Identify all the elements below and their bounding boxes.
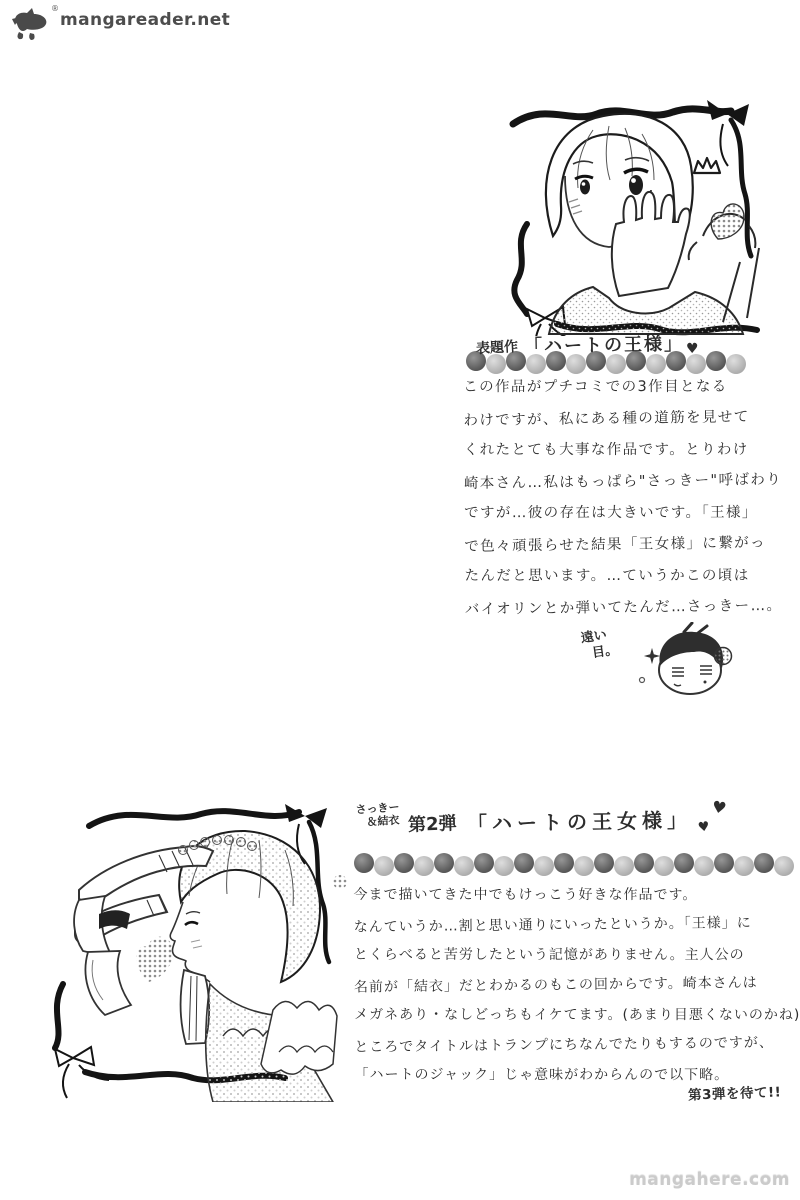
site-logo[interactable] (8, 6, 230, 40)
section2-label (355, 800, 401, 829)
screentone-dot (474, 853, 494, 873)
heart-icon: ♥ (709, 796, 728, 819)
screentone-dot (706, 351, 726, 371)
screentone-dot (614, 856, 634, 876)
text-line: 崎本さん…私はもっぱら"さっきー"呼ばわり (463, 471, 783, 492)
screentone-dot (574, 856, 594, 876)
text-line: たんだと思います。…ていうかこの頃は (464, 567, 750, 585)
section2-paragraph (353, 879, 800, 1091)
illustration-heart-princess-girl (33, 784, 357, 1102)
screentone-dot (454, 856, 474, 876)
screentone-dot (694, 856, 714, 876)
section1-label: 表題作 (475, 338, 519, 358)
text-line: バイオリンとか弾いてたんだ…さっきー…。 (464, 597, 783, 618)
screentone-dot (714, 853, 734, 873)
mascot-icon (8, 6, 50, 40)
chibi-caption-line1: 遠い (579, 627, 608, 647)
text-line: この作品がプチコミでの3作目となる (463, 378, 728, 396)
screentone-dot (554, 853, 574, 873)
text-line: 「ハートのジャック」じゃ意味がわからんので以下略。 (354, 1066, 730, 1084)
screentone-dot (394, 853, 414, 873)
text-line: なんていうか…割と思い通りにいったというか。「王様」に (353, 915, 752, 936)
screentone-dot (414, 856, 434, 876)
text-line: ところでタイトルはトランプにちなんでたりもするのですが、 (354, 1034, 774, 1056)
screentone-dot (646, 354, 666, 374)
screentone-dot (354, 853, 374, 873)
text-line: わけですが、私にある種の道筋を見せて (463, 408, 750, 429)
screentone-dot (654, 856, 674, 876)
watermark: mangahere.com (629, 1170, 790, 1190)
section1-title-text: 「ハートの王様」 (523, 333, 685, 358)
text-line: とくらべると苦労したという記憶がありません。主人公の (353, 946, 745, 964)
chibi-caption (580, 627, 619, 664)
hearts-decoration (696, 796, 736, 846)
text-line: 今まで描いてきた中でもけっこう好きな作品です。 (353, 886, 698, 904)
heart-icon: ♥ (696, 819, 711, 836)
heart-icon: ♥ (686, 341, 699, 357)
site-logo-text: mangareader.net (60, 10, 231, 30)
section2-number: 第2弾 (407, 813, 457, 836)
text-line: ですが…彼の存在は大きいです。「王様」 (464, 504, 758, 522)
section2-title-text: 「ハートの王女様」 (466, 808, 692, 836)
chibi-author-icon (610, 622, 750, 700)
screentone-dot (494, 856, 514, 876)
screentone-dot (726, 354, 746, 374)
screentone-dot (374, 856, 394, 876)
text-line: くれたとても大事な作品です。とりわけ (463, 441, 749, 459)
screentone-dot (514, 853, 534, 873)
screentone-dot (434, 853, 454, 873)
registered-trademark: ® (51, 4, 59, 13)
screentone-dot (634, 853, 654, 873)
text-line: 名前が「結衣」だとわかるのもこの回からです。崎本さんは (353, 974, 758, 996)
illustration-heart-king-girl (497, 84, 769, 336)
section2-closing: 第3弾を待て!! (687, 1084, 782, 1104)
screentone-dot (686, 354, 706, 374)
section2-title (356, 796, 736, 846)
section2-label-line1: さっきー (355, 800, 400, 817)
section1-paragraph (463, 371, 783, 625)
screentone-dot (674, 853, 694, 873)
screentone-dot (734, 856, 754, 876)
section1-title (476, 331, 699, 357)
screentone-dot (774, 856, 794, 876)
screentone-dot (594, 853, 614, 873)
text-line: メガネあり・なしどっちもイケてます。(あまり目悪くないのかね) (354, 1006, 800, 1024)
chibi-caption-line2: 目。 (591, 642, 619, 662)
screentone-dots-divider (354, 853, 794, 876)
screentone-dot (606, 354, 626, 374)
text-line: で色々頑張らせた結果「王女様」に繋がっ (464, 534, 767, 555)
screentone-dot (754, 853, 774, 873)
section2-label-line2: ＆結衣 (366, 813, 400, 829)
screentone-dot (534, 856, 554, 876)
